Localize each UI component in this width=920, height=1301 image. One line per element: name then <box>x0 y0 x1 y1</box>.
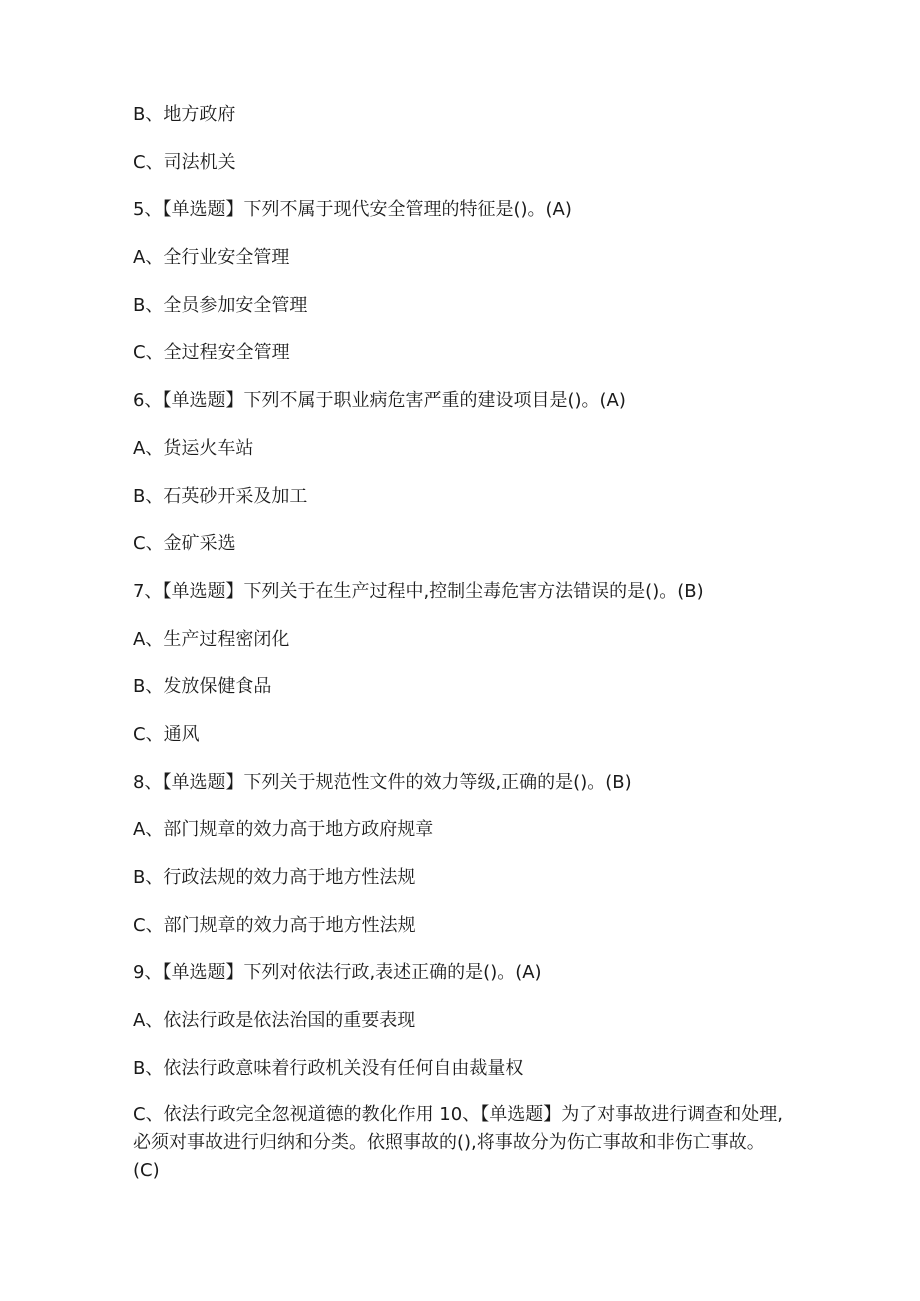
question-7: 7、【单选题】下列关于在生产过程中,控制尘毒危害方法错误的是()。(B) <box>133 580 704 602</box>
question-9: 9、【单选题】下列对依法行政,表述正确的是()。(A) <box>133 962 542 984</box>
q8-option-c: C、部门规章的效力高于地方性法规 <box>133 914 416 936</box>
q9-option-c-and-question-10: C、依法行政完全忽视道德的教化作用 10、【单选题】为了对事故进行调查和处理,必须对事故进行归纳和分类。依照事故的(),将事故分为伤亡事故和非伤亡事故。(C) <box>133 1104 783 1181</box>
q8-option-b: B、行政法规的效力高于地方性法规 <box>133 867 416 888</box>
q7-option-c: C、通风 <box>133 723 200 745</box>
q5-option-c: C、全过程安全管理 <box>133 342 290 364</box>
q9-option-b: B、依法行政意味着行政机关没有任何自由裁量权 <box>133 1057 524 1079</box>
question-8: 8、【单选题】下列关于规范性文件的效力等级,正确的是()。(B) <box>133 771 632 793</box>
q8-option-a: A、部门规章的效力高于地方政府规章 <box>133 819 434 841</box>
q9-option-a: A、依法行政是依法治国的重要表现 <box>133 1010 416 1032</box>
q6-option-b: B、石英砂开采及加工 <box>133 485 308 507</box>
q6-option-a: A、货运火车站 <box>133 437 254 459</box>
q5-option-a: A、全行业安全管理 <box>133 247 290 269</box>
question-6: 6、【单选题】下列不属于职业病危害严重的建设项目是()。(A) <box>133 390 626 412</box>
question-5: 5、【单选题】下列不属于现代安全管理的特征是()。(A) <box>133 199 572 221</box>
q7-option-a: A、生产过程密闭化 <box>133 628 290 650</box>
q6-option-c: C、金矿采选 <box>133 533 236 555</box>
q5-option-b: B、全员参加安全管理 <box>133 294 308 316</box>
option-c-judicial-organ: C、司法机关 <box>133 151 236 173</box>
q7-option-b: B、发放保健食品 <box>133 676 272 698</box>
question-list <box>133 101 783 1102</box>
option-b-local-government: B、地方政府 <box>133 104 236 125</box>
